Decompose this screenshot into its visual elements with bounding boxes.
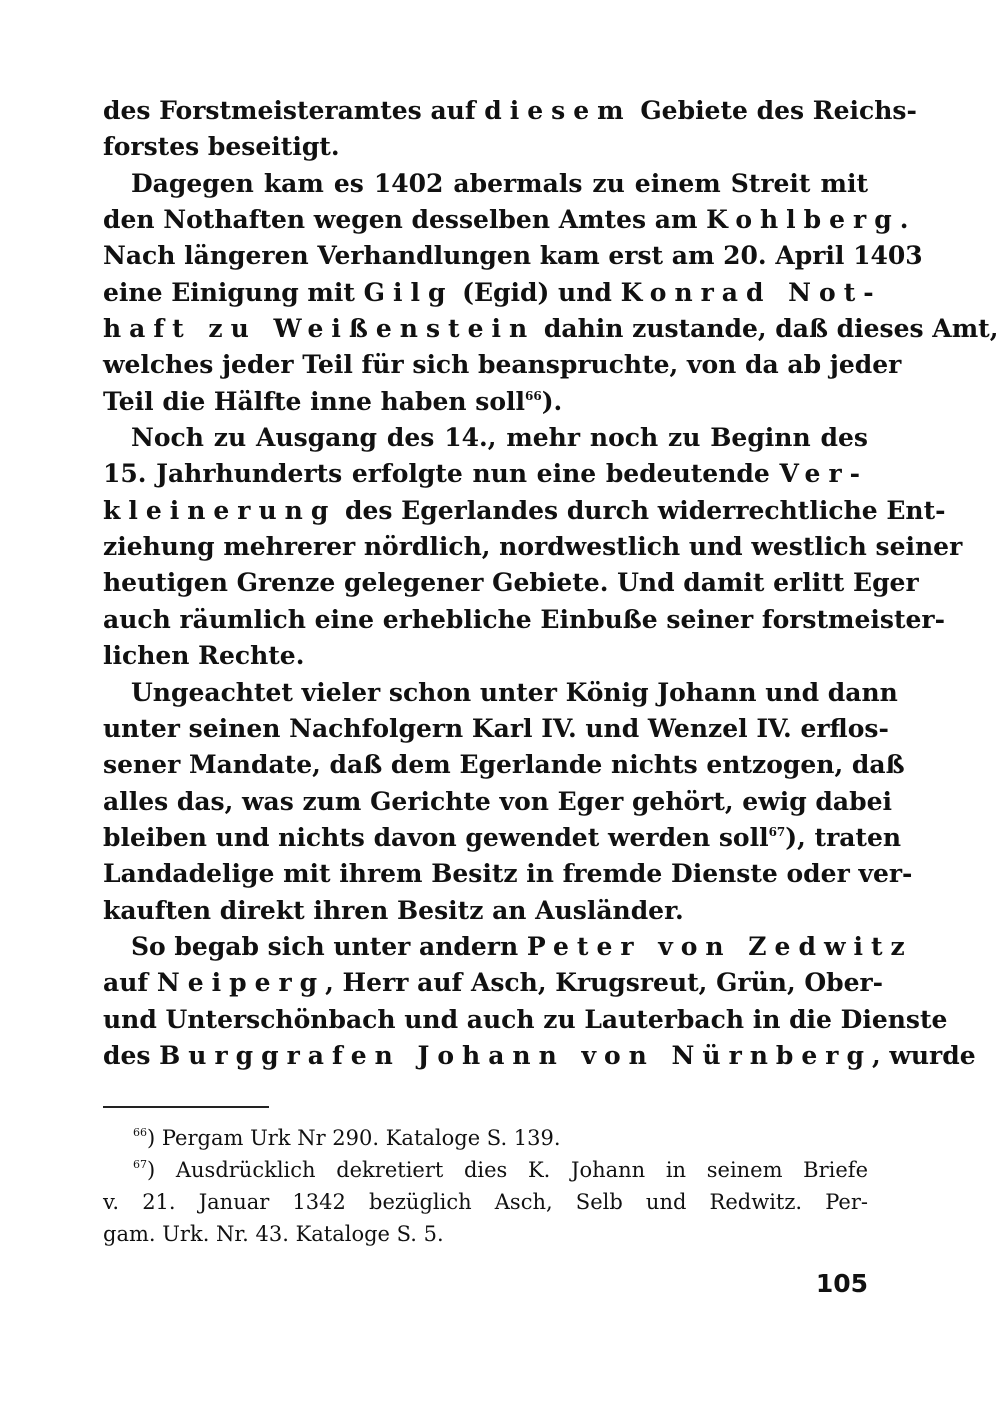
emphasis-peter-von-zedwitz: Peter von Zedwitz	[526, 931, 913, 961]
text-line: welches jeder Teil für sich beanspruchte, von da ab jeder	[103, 350, 902, 380]
footnote-ref-66: 66	[525, 388, 542, 403]
main-text	[103, 93, 998, 1074]
paragraph-start: Ungeachtet vieler schon unter König Johann und dann	[131, 677, 898, 707]
text-line: ziehung mehrerer nördlich, nordwestlich und westlich seiner	[103, 532, 963, 562]
emphasis-ver: Ver-	[779, 459, 868, 489]
text-line: heutigen Grenze gelegener Gebiete. Und damit erlitt Eger	[103, 568, 919, 598]
text-line: alles das, was zum Gerichte von Eger gehört, ewig dabei	[103, 786, 892, 816]
footnote-67: $^{67}$) Ausdrücklich dekretiert dies K. Johann in seinem Briefe	[133, 1158, 868, 1182]
text-line: sener Mandate, daß dem Egerlande nichts entzogen, daß	[103, 750, 905, 780]
text-line: auch räumlich eine erhebliche Einbuße seiner forstmeister-	[103, 604, 945, 634]
footnotes	[103, 1122, 868, 1250]
text-line: den Nothaften wegen desselben Amtes am Kohlberg.	[103, 205, 909, 235]
text-line: unter seinen Nachfolgern Karl IV. und Wenzel IV. erflos-	[103, 713, 889, 743]
footnote-mark: 67	[133, 1158, 147, 1171]
emphasis-neiperg: Neiperg	[156, 968, 326, 998]
footnote-line: v. 21. Januar 1342 bezüglich Asch, Selb und Redwitz. Per-	[103, 1190, 868, 1214]
footnote-mark: 66	[133, 1126, 147, 1139]
text-line: eine Einigung mit Gilg (Egid) und Konrad Not-	[103, 277, 882, 307]
text-line: 15. Jahrhunderts erfolgte nun eine bedeutende Ver-	[103, 459, 868, 489]
emphasis-konrad-not: Konrad Not-	[620, 277, 882, 307]
text-line: lichen Rechte.	[103, 641, 305, 671]
text-line: Landadelige mit ihrem Besitz in fremde Dienste oder ver-	[103, 859, 913, 889]
text-line: Nach längeren Verhandlungen kam erst am 20. April 1403	[103, 241, 923, 271]
text-line: kauften direkt ihren Besitz an Ausländer.	[103, 895, 684, 925]
text-line: forstes beseitigt.	[103, 132, 340, 162]
emphasis-gilg: Gilg	[363, 277, 454, 307]
text-line: bleiben und nichts davon gewendet werden soll$^{67}$), traten	[103, 822, 902, 852]
text-line: auf Neiperg, Herr auf Asch, Krugsreut, Grün, Ober-	[103, 968, 884, 998]
text-line: und Unterschönbach und auch zu Lauterbach in die Dienste	[103, 1004, 948, 1034]
text-line: kleinerung des Egerlandes durch widerrechtliche Ent-	[103, 495, 946, 525]
text-line: Teil die Hälfte inne haben soll$^{66}$).	[103, 386, 563, 416]
emphasis-burggrafen: Burggrafen Johann von Nürnberg	[159, 1040, 872, 1070]
page-number: 105	[815, 1269, 868, 1298]
emphasis-haft-zu-weissenstein: haft zu Weißenstein	[103, 314, 536, 344]
emphasis-kohlberg: Kohlberg	[706, 205, 900, 235]
footnote-66: $^{66}$) Pergam Urk Nr 290. Kataloge S. 139.	[133, 1126, 561, 1150]
text-line: des Burggrafen Johann von Nürnberg, wurde	[103, 1040, 976, 1070]
paragraph-start: Dagegen kam es 1402 abermals zu einem Streit mit	[131, 168, 868, 198]
paragraph-start: Noch zu Ausgang des 14., mehr noch zu Beginn des	[131, 423, 868, 453]
footnote-line: gam. Urk. Nr. 43. Kataloge S. 5.	[103, 1222, 444, 1246]
footnote-ref-67: 67	[768, 824, 786, 839]
emphasis-diesem: diesem	[484, 96, 632, 125]
paragraph-start: So begab sich unter andern Peter von Zedwitz	[131, 931, 913, 961]
footnote-separator	[103, 1106, 269, 1108]
text-line: des Forstmeisteramtes auf diesem Gebiete des Reichs-	[103, 96, 917, 125]
text-line: haft zu Weißenstein dahin zustande, daß dieses Amt,	[103, 314, 998, 344]
emphasis-kleinerung: kleinerung	[103, 495, 337, 525]
